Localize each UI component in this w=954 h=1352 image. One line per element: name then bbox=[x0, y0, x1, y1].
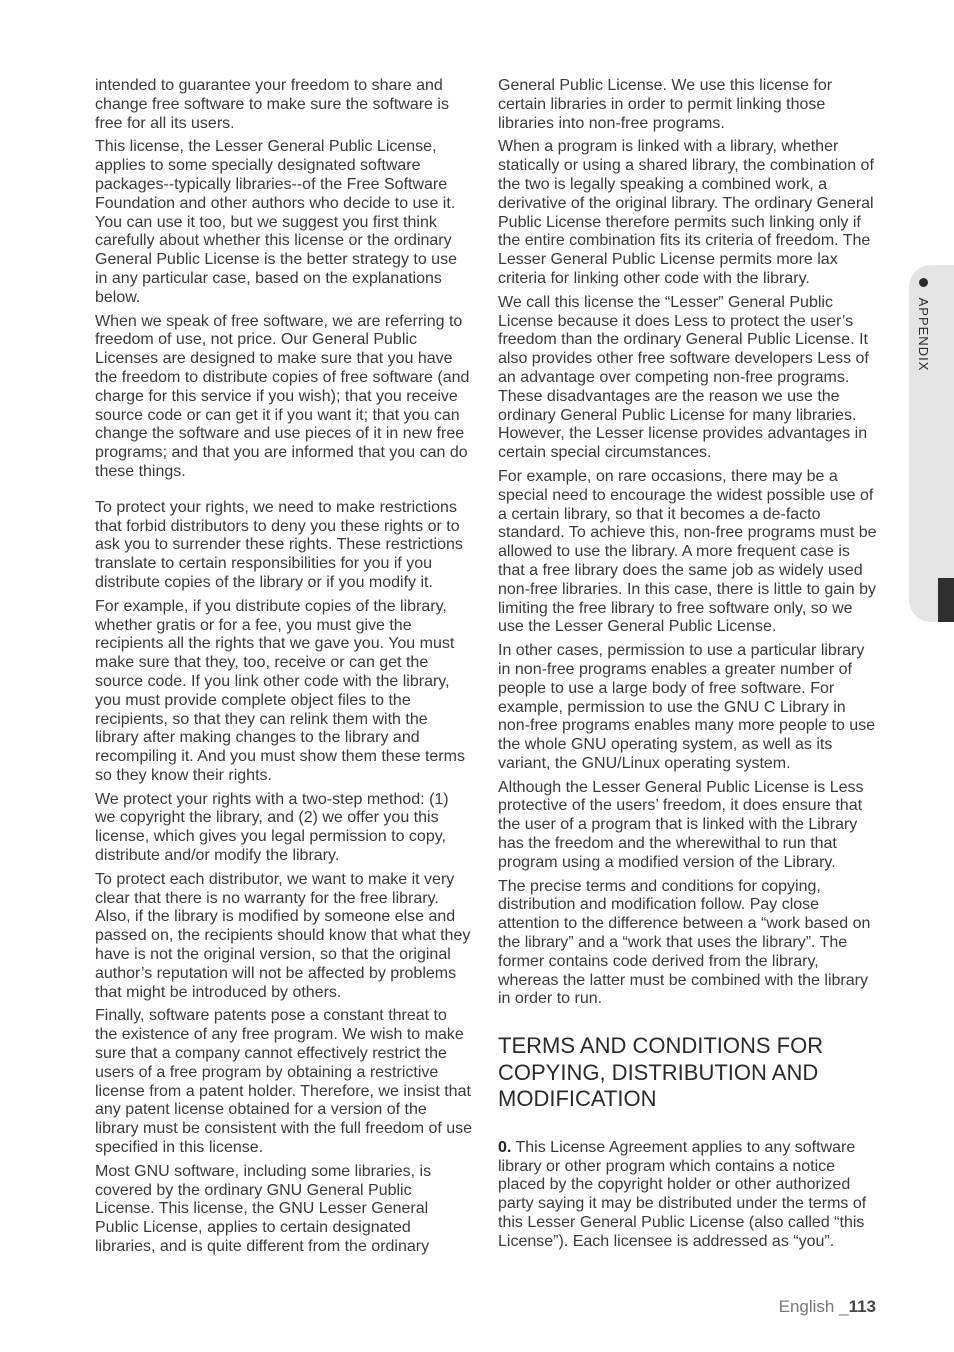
paragraph: We protect your rights with a two-step method: (1) we copyright the library, and (2) we offer you this license, which gives you legal permission to copy, distribute and/or modify the library. bbox=[95, 790, 449, 865]
paragraph: This license, the Lesser General Public License, applies to some specially designated software packages--typically libraries--of the Free Software Foundation and other authors who decide to use it. You can use it too, but we suggest you first think carefully about whether this license or the ordinary General Public License is the better strategy to use in any particular case, based on the explanations below. bbox=[95, 138, 457, 306]
clause-text: This License Agreement applies to any software library or other program which contains a notice placed by the copyright holder or other authorized party saying it may be distributed under the terms of this Lesser General Public License (also called “this License”). Each licensee is addressed as “you”. bbox=[498, 1138, 867, 1250]
paragraph: The precise terms and conditions for copying, distribution and modification follow. Pay close attention to the difference between a “work based on the library” and a “work that uses the library”. The former contains code derived from the library, whereas the latter must be combined with the library in order to run. bbox=[498, 877, 871, 1008]
left-column bbox=[95, 77, 473, 1262]
paragraph: We call this license the “Lesser” General Public License because it does Less to protect the user’s freedom than the ordinary General Public License. It also provides other free software developers Less of an advantage over competing non-free programs. These disadvantages are the reason we use the ordinary General Public License for many libraries. However, the Lesser license provides advantages in certain special circumstances. bbox=[498, 293, 869, 462]
paragraph: Most GNU software, including some libraries, is covered by the ordinary GNU General Public License. This license, the GNU Lesser General Public License, applies to certain designated libraries, and is quite different from the ordinary bbox=[95, 1162, 432, 1256]
paragraph: When we speak of free software, we are referring to freedom of use, not price. Our General Public Licenses are designed to make sure that you have the freedom to distribute copies of free software (and charge for this service if you wish); that you receive source code or can get it if you want it; that you can change the software and use pieces of it in new free programs; and that you are informed that you can do these things. bbox=[95, 312, 470, 480]
clause-number: 0. bbox=[498, 1138, 512, 1156]
paragraph: To protect each distributor, we want to make it very clear that there is no warranty for the free library. Also, if the library is modified by someone else and passed on, the recipients should know that what they have is not the original version, so that the original author’s reputation will not be affected by problems that might be introduced by others. bbox=[95, 870, 471, 1001]
paragraph: When a program is linked with a library, whether statically or using a shared library, the combination of the two is legally speaking a combined work, a derivative of the original library. The ordinary General Public License therefore permits such linking only if the entire combination fits its criteria of freedom. The Lesser General Public License permits more lax criteria for linking other code with the library. bbox=[498, 138, 874, 287]
side-tab-marker bbox=[938, 578, 954, 622]
paragraph: For example, on rare occasions, there may be a special need to encourage the widest possible use of a certain library, so that it becomes a de-facto standard. To achieve this, non-free programs must be allowed to use the library. A more frequent case is that a free library does the same job as widely used non-free libraries. In this case, there is little to gain by limiting the free library to free software only, so we use the Lesser General Public License. bbox=[498, 467, 877, 636]
paragraph: In other cases, permission to use a particular library in non-free programs enables a greater number of people to use a large body of free software. For example, permission to use the GNU C Library in non-free programs enables many more people to use the whole GNU operating system, as well as its variant, the GNU/Linux operating system. bbox=[498, 642, 876, 772]
paragraph: General Public License. We use this license for certain libraries in order to permit linking those libraries into non-free programs. bbox=[498, 77, 833, 132]
footer-language: English _ bbox=[778, 1297, 849, 1316]
page-footer bbox=[779, 1297, 876, 1317]
clause-0 bbox=[498, 1139, 877, 1252]
appendix-label: APPENDIX bbox=[916, 297, 931, 372]
page-number: 113 bbox=[848, 1297, 876, 1316]
paragraph: For example, if you distribute copies of the library, whether gratis or for a fee, you must give the recipients all the rights that we gave you. You must make sure that they, too, receive or can get the source code. If you link other code with the library, you must provide complete object files to the recipients, so that they can relink them with the library after making changes to the library and recompiling it. And you must show them these terms so they know their rights. bbox=[95, 597, 465, 784]
section-heading: TERMS AND CONDITIONS FOR COPYING, DISTRIBUTION AND MODIFICATION bbox=[498, 1033, 824, 1112]
paragraph: Finally, software patents pose a constant threat to the existence of any free program. We wish to make sure that a company cannot effectively restrict the users of a free program by obtaining a restrictive license from a patent holder. Therefore, we insist that any patent license obtained for a version of the library must be consistent with the full freedom of use specified in this license. bbox=[95, 1007, 473, 1157]
paragraph: intended to guarantee your freedom to share and change free software to make sure the software is free for all its users. bbox=[95, 77, 449, 132]
paragraph: To protect your rights, we need to make restrictions that forbid distributors to deny you these rights or to ask you to surrender these rights. These restrictions translate to certain responsibilities for you if you distribute copies of the library or if you modify it. bbox=[95, 498, 463, 591]
right-column bbox=[498, 77, 877, 1257]
bullet-icon bbox=[919, 278, 928, 287]
paragraph: Although the Lesser General Public License is Less protective of the users’ freedom, it does ensure that the user of a program that is linked with the Library has the freedom and the wherewithal to run that program using a modified version of the Library. bbox=[498, 778, 864, 871]
side-tab-label bbox=[916, 278, 931, 371]
